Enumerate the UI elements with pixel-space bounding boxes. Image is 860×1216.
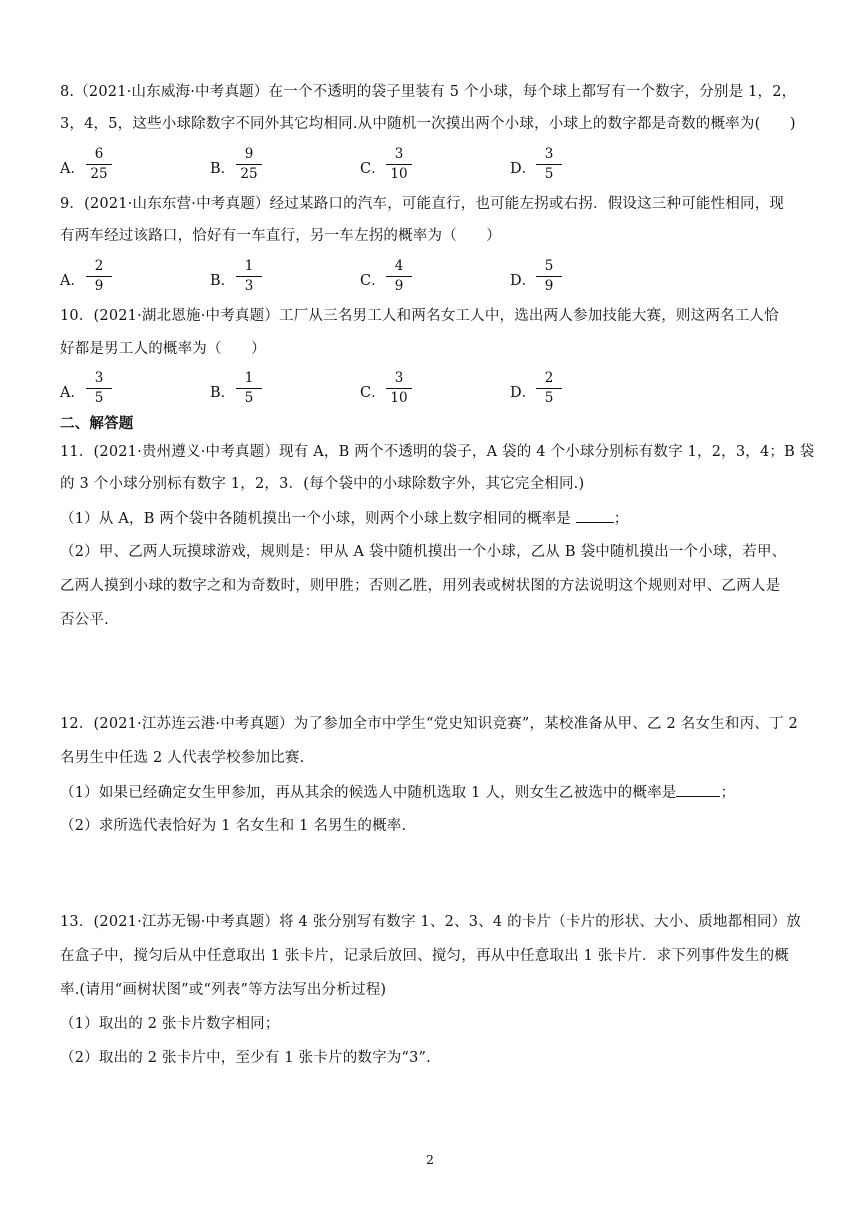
q13-stem-line1: 13．(2021·江苏无锡·中考真题）将 4 张分别写有数字 1、2、3、4 的卡片（卡片的形状、大小、质地都相同）放 [60,914,802,930]
denominator: 5 [544,390,554,406]
q8-options [60,146,800,188]
q13-part1: （1）取出的 2 张卡片数字相同； [60,1016,280,1032]
q12-part1-end: ； [720,785,736,801]
fraction [536,370,562,407]
q9-options [60,258,800,300]
option-label: A． [60,161,85,177]
denominator: 9 [94,278,104,294]
numerator: 1 [244,258,254,274]
numerator: 1 [244,370,254,386]
numerator: 2 [544,370,554,386]
option-label: A． [60,273,85,289]
fraction-bar [386,276,412,277]
fraction [86,370,112,407]
fraction-bar [236,164,262,165]
fraction [236,370,262,407]
fraction-bar [536,164,562,165]
numerator: 3 [94,370,104,386]
numerator: 5 [544,258,554,274]
option-label: C． [360,161,386,177]
q11-part2-line1: （2）甲、乙两人玩摸球游戏，规则是：甲从 A 袋中随机摸出一个小球，乙从 B 袋中随机摸出一个小球，若甲、 [60,544,787,560]
denominator: 5 [544,166,554,182]
option-label: D． [510,385,537,401]
q12-stem-line1: 12．(2021·江苏连云港·中考真题）为了参加全市中学生“党史知识竞赛”，某校准备从甲、乙 2 名女生和丙、丁 2 [60,716,798,732]
fraction-bar [386,164,412,165]
option-label: C． [360,385,386,401]
fraction [236,146,262,183]
denominator: 5 [94,390,104,406]
fraction-bar [536,388,562,389]
q13-part2: （2）取出的 2 张卡片中，至少有 1 张卡片的数字为“3”. [60,1050,431,1066]
q13-stem-line3: 率.(请用“画树状图”或“列表”等方法写出分析过程) [60,982,387,998]
numerator: 9 [244,146,254,162]
fraction [536,258,562,295]
answer-blank[interactable] [576,508,614,523]
q11-stem-line2: 的 3 个小球分别标有数字 1，2，3．(每个袋中的小球除数字外，其它完全相同.) [60,476,585,492]
fraction [86,146,112,183]
fraction-bar [86,388,112,389]
q11-part2-line2: 乙两人摸到小球的数字之和为奇数时，则甲胜；否则乙胜，用列表或树状图的方法说明这个规则对甲、乙两人是 [60,578,781,594]
q11-part2-line3: 否公平. [60,612,109,628]
fraction-bar [86,276,112,277]
option-label: D． [510,161,537,177]
page-number: 2 [426,1152,434,1167]
section-heading: 二、解答题 [60,415,134,432]
numerator: 3 [394,370,404,386]
fraction [386,370,412,407]
q11-part1-text: （1）从 A，B 两个袋中各随机摸出一个小球，则两个小球上数字相同的概率是 [60,511,571,527]
option-label: B． [210,385,236,401]
q12-part1 [60,782,800,803]
q13-stem-line2: 在盒子中，搅匀后从中任意取出 1 张卡片，记录后放回、搅匀，再从中任意取出 1 张卡片．求下列事件发生的概 [60,948,789,964]
q8-stem-line1: 8.（2021·山东威海·中考真题）在一个不透明的袋子里装有 5 个小球，每个球上都写有一个数字，分别是 1，2， [60,84,797,100]
option-label: C． [360,273,386,289]
numerator: 2 [94,258,104,274]
option-label: B． [210,273,236,289]
denominator: 5 [244,390,254,406]
numerator: 3 [394,146,404,162]
numerator: 3 [544,146,554,162]
answer-blank[interactable] [676,782,720,797]
fraction-bar [536,276,562,277]
fraction-bar [86,164,112,165]
q12-stem-line2: 名男生中任选 2 人代表学校参加比赛. [60,750,305,766]
q10-stem-line1: 10．(2021·湖北恩施·中考真题）工厂从三名男工人和两名女工人中，选出两人参加技能大赛，则这两名工人恰 [60,308,779,324]
denominator: 25 [240,166,258,182]
q10-stem-line2: 好都是男工人的概率为（ ） [60,341,266,357]
fraction [386,146,412,183]
fraction [536,146,562,183]
denominator: 9 [544,278,554,294]
option-label: B． [210,161,236,177]
q12-part1-text: （1）如果已经确定女生甲参加，再从其余的候选人中随机选取 1 人，则女生乙被选中的概率是 [60,785,677,801]
q9-stem-line1: 9．(2021·山东东营·中考真题）经过某路口的汽车，可能直行，也可能左拐或右拐．假设这三种可能性相同，现 [60,196,785,212]
q11-stem-line1: 11．(2021·贵州遵义·中考真题）现有 A，B 两个不透明的袋子，A 袋的 4 个小球分别标有数字 1，2，3，4；B 袋 [60,444,815,460]
numerator: 6 [94,146,104,162]
denominator: 10 [390,390,408,406]
denominator: 9 [394,278,404,294]
denominator: 25 [90,166,108,182]
fraction-bar [236,388,262,389]
fraction [86,258,112,295]
fraction [386,258,412,295]
fraction [236,258,262,295]
fraction-bar [236,276,262,277]
q11-part1-end: ； [613,511,629,527]
option-label: D． [510,273,537,289]
q10-options [60,370,800,412]
q8-stem-line2: 3，4，5，这些小球除数字不同外其它均相同.从中随机一次摸出两个小球，小球上的数字都是奇数的概率为( ) [60,116,796,132]
numerator: 4 [394,258,404,274]
q11-part1 [60,508,800,529]
denominator: 10 [390,166,408,182]
option-label: A． [60,385,85,401]
denominator: 3 [244,278,254,294]
q12-part2: （2）求所选代表恰好为 1 名女生和 1 名男生的概率. [60,818,407,834]
q9-stem-line2: 有两车经过该路口，恰好有一车直行，另一车左拐的概率为（ ） [60,228,501,244]
fraction-bar [386,388,412,389]
